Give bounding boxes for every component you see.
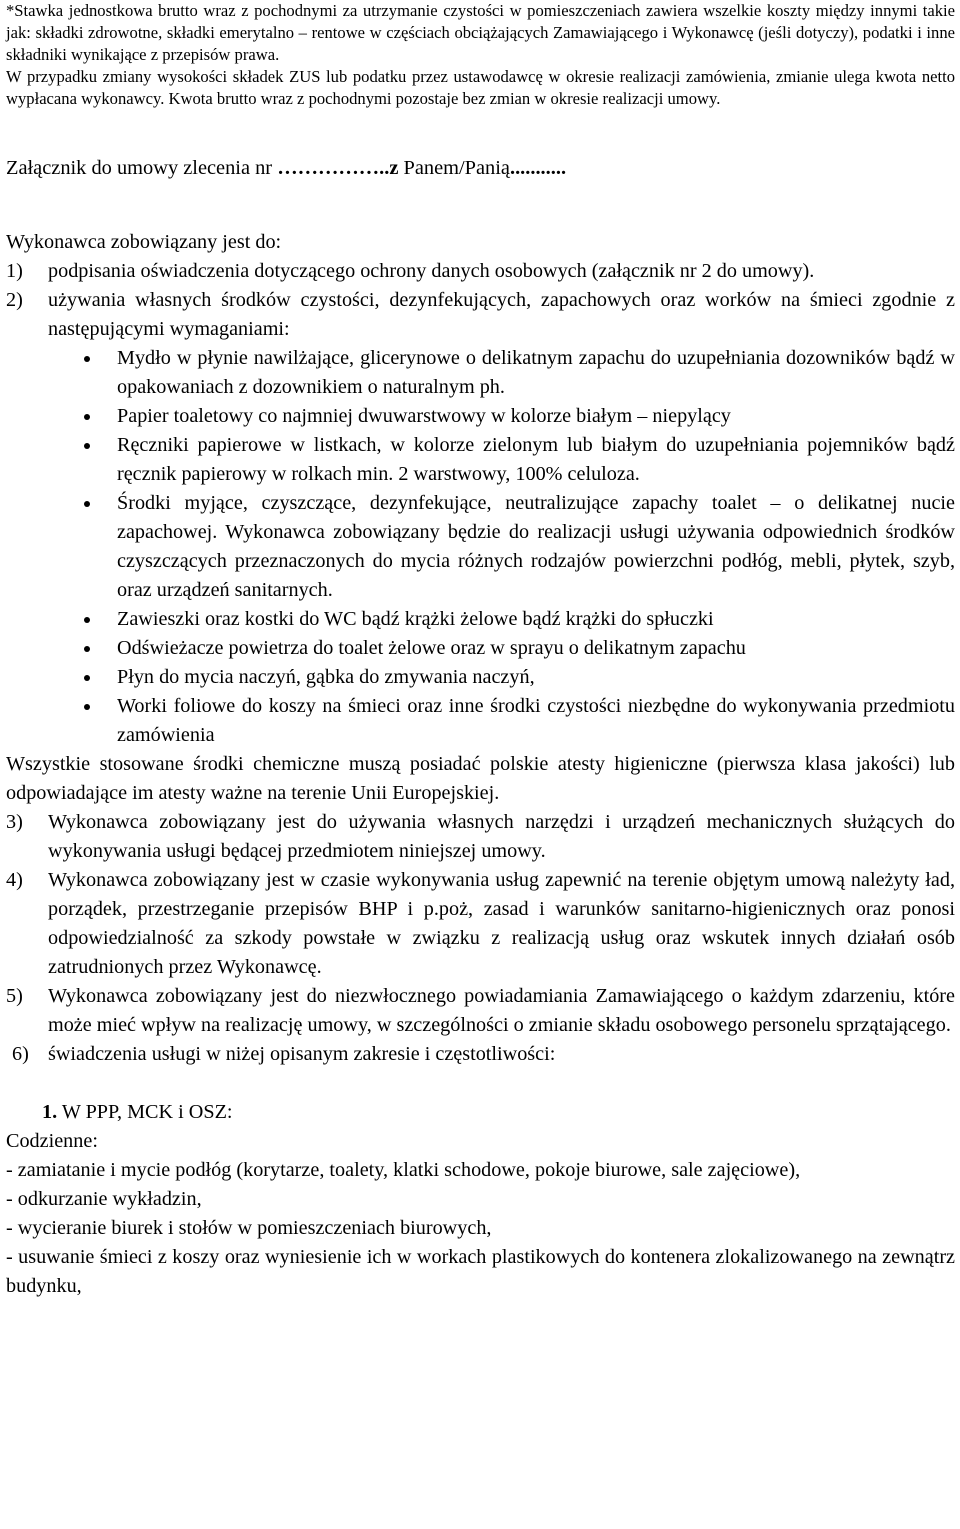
obligation-item-5 — [6, 982, 955, 1040]
daily-label: Codzienne: — [6, 1130, 98, 1152]
item-5-number: 5) — [6, 985, 23, 1007]
list-item-text: Zawieszki oraz kostki do WC bądź krążki żelowe bądź krążki do spłuczki — [117, 608, 714, 630]
attachment-title — [6, 154, 955, 183]
chemicals-paragraph: Wszystkie stosowane środki chemiczne muszą posiadać polskie atesty higieniczne (pierwsza klasa jakości) lub odpowiadające im atesty ważne na terenie Unii Europejskiej. — [6, 753, 955, 804]
attachment-dots-2: ........... — [509, 157, 567, 179]
list-item — [117, 431, 955, 489]
section-title — [6, 1098, 955, 1127]
attachment-dots-1: …………… — [277, 157, 380, 179]
item-6-text: świadczenia usługi w niżej opisanym zakresie i częstotliwości: — [48, 1043, 556, 1065]
bullet-icon — [84, 675, 90, 681]
bullet-icon — [84, 443, 90, 449]
daily-item: - usuwanie śmieci z koszy oraz wyniesienie ich w workach plastikowych do kontenera zlokalizowanego na zewnątrz budynku, — [6, 1246, 955, 1297]
obligation-item-6 — [6, 1040, 955, 1069]
section-name: W PPP, MCK i OSZ: — [61, 1101, 233, 1123]
daily-item: - zamiatanie i mycie podłóg (korytarze, toalety, klatki schodowe, pokoje biurowe, sale zajęciowe), — [6, 1159, 801, 1181]
attachment-mid: ..z — [379, 157, 399, 179]
obligation-item-1 — [6, 257, 955, 286]
list-item — [117, 634, 955, 663]
list-item-text: Ręczniki papierowe w listkach, w kolorze zielonym lub białym do uzupełniania pojemników bądź ręcznik papierowy w rolkach min. 2 warstwowy, 100% celuloza. — [117, 434, 955, 485]
list-item-text: Środki myjące, czyszczące, dezynfekujące, neutralizujące zapachy toalet – o delikatnej nucie zapachowej. Wykonawca zobowiązany będzie do realizacji usługi używania odpowiednich środków czyszczących przeznaczonych do mycia różnych rodzajów powierzchni podłóg, mebli, płytek, szyb, oraz urządzeń sanitarnych. — [117, 492, 955, 601]
list-item — [117, 605, 955, 634]
list-item — [117, 489, 955, 605]
list-item — [117, 402, 955, 431]
item-2-text: używania własnych środków czystości, dezynfekujących, zapachowych oraz worków na śmieci zgodnie z następującymi wymaganiami: — [48, 289, 955, 340]
item-4-number: 4) — [6, 869, 23, 891]
bullet-icon — [84, 646, 90, 652]
bullet-icon — [84, 704, 90, 710]
list-item-text: Mydło w płynie nawilżające, glicerynowe o delikatnym zapachu do uzupełniania dozowników bądź w opakowaniach z dozownikiem o naturalnym ph. — [117, 347, 955, 398]
bullet-icon — [84, 617, 90, 623]
item-5-text: Wykonawca zobowiązany jest do niezwłocznego powiadamiania Zamawiającego o każdym zdarzeniu, które może mieć wpływ na realizację umowy, w szczególności o zmianie składu osobowego personelu sprzątającego. — [48, 985, 955, 1036]
obligation-item-3 — [6, 808, 955, 866]
zus-note-paragraph: W przypadku zmiany wysokości składek ZUS lub podatku przez ustawodawcę w okresie realizacji zamówienia, zmianie ulega kwota netto wypłacana wykonawcy. Kwota brutto wraz z pochodnymi pozostaje bez zmian w okresie realizacji umowy. — [6, 67, 955, 108]
item-6-number: 6) — [12, 1043, 29, 1065]
item-1-text: podpisania oświadczenia dotyczącego ochrony danych osobowych (załącznik nr 2 do umowy). — [48, 260, 815, 282]
item-1-number: 1) — [6, 260, 23, 282]
list-item-text: Worki foliowe do koszy na śmieci oraz inne środki czystości niezbędne do wykonywania przedmiotu zamówienia — [117, 695, 955, 746]
bullet-icon — [84, 356, 90, 362]
obligation-item-4 — [6, 866, 955, 982]
obligations-section — [6, 228, 955, 1301]
supplies-list — [6, 344, 955, 750]
list-item — [117, 663, 955, 692]
top-notes — [6, 0, 955, 110]
daily-item: - odkurzanie wykładzin, — [6, 1188, 202, 1210]
list-item — [117, 344, 955, 402]
list-item-text: Płyn do mycia naczyń, gąbka do zmywania naczyń, — [117, 666, 535, 688]
obligation-item-2 — [6, 286, 955, 344]
obligations-intro: Wykonawca zobowiązany jest do: — [6, 231, 282, 253]
list-item-text: Odświeżacze powietrza do toalet żelowe oraz w sprayu o delikatnym zapachu — [117, 637, 746, 659]
rate-note-paragraph: *Stawka jednostkowa brutto wraz z pochodnymi za utrzymanie czystości w pomieszczeniach zawiera wszelkie koszty między innymi takie jak: składki zdrowotne, składki emerytalno – rentowe w częściach obciążających Zamawiającego i Wykonawcę (jeśli dotyczy), podatki i inne składniki wynikające z przepisów prawa. — [6, 1, 955, 64]
item-3-number: 3) — [6, 811, 23, 833]
bullet-icon — [84, 414, 90, 420]
item-4-text: Wykonawca zobowiązany jest w czasie wykonywania usług zapewnić na terenie objętym umową należyty ład, porządek, przestrzeganie przepisów BHP i p.poż, zasad i warunków sanitarno-higienicznych oraz ponosi odpowiedzialność za szkody powstałe w związku z realizacją usług oraz wskutek innych działań osób zatrudnionych przez Wykonawcę. — [48, 869, 955, 978]
bullet-icon — [84, 501, 90, 507]
daily-item: - wycieranie biurek i stołów w pomieszczeniach biurowych, — [6, 1217, 492, 1239]
item-3-text: Wykonawca zobowiązany jest do używania własnych narzędzi i urządzeń mechanicznych służących do wykonywania usługi będącej przedmiotem niniejszej umowy. — [48, 811, 955, 862]
attachment-prefix: Załącznik do umowy zlecenia nr — [6, 157, 278, 179]
item-2-number: 2) — [6, 289, 23, 311]
section-number: 1. — [42, 1101, 58, 1123]
attachment-suffix: Panem/Panią — [398, 157, 510, 179]
list-item — [117, 692, 955, 750]
list-item-text: Papier toaletowy co najmniej dwuwarstwowy w kolorze białym – niepylący — [117, 405, 731, 427]
